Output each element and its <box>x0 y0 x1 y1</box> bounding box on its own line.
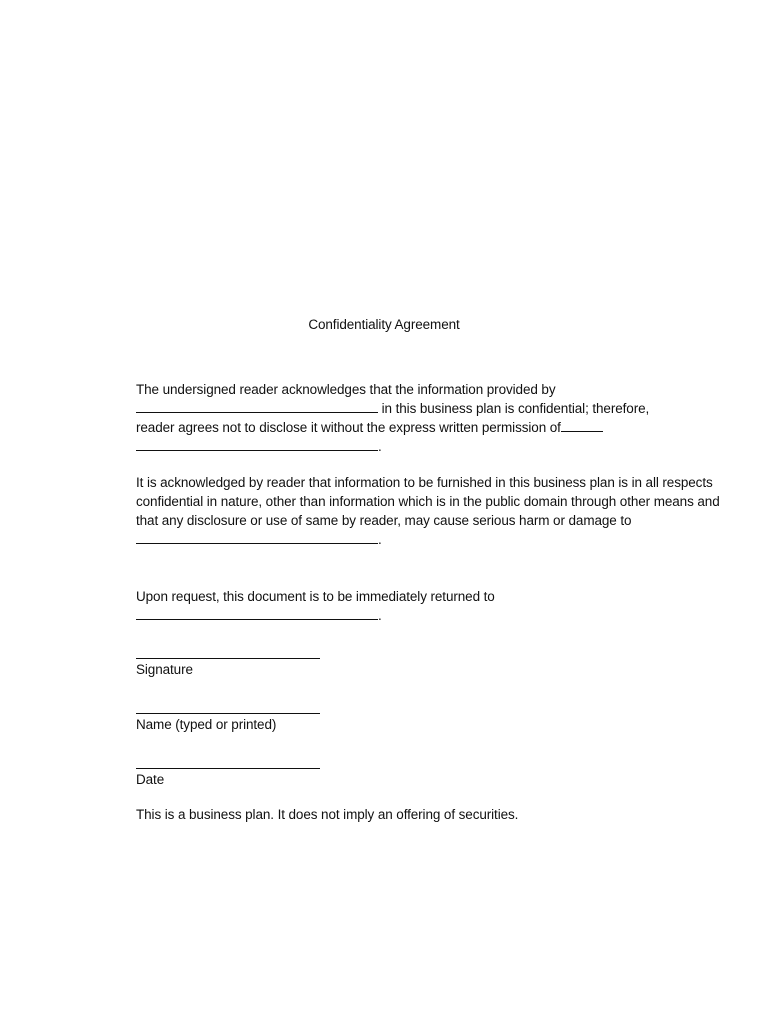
permission-name-blank-line <box>136 437 378 451</box>
provider-blank-line <box>136 399 378 413</box>
paragraph-period: . <box>378 532 382 547</box>
permission-blank-line <box>561 418 603 432</box>
date-line <box>136 768 320 769</box>
date-field <box>136 768 396 789</box>
signature-field <box>136 658 396 679</box>
paragraph-text: in this business plan is confidential; therefore, <box>378 401 650 416</box>
paragraph-text: The undersigned reader acknowledges that the information provided by <box>136 382 556 397</box>
name-field <box>136 713 396 734</box>
return-to-blank-line <box>136 606 378 620</box>
damage-party-blank-line <box>136 530 378 544</box>
paragraph-text: reader agrees not to disclose it without the express written permission of <box>136 420 561 435</box>
name-label: Name (typed or printed) <box>136 717 277 732</box>
acknowledgement-paragraph <box>136 380 726 456</box>
paragraph-text: It is acknowledged by reader that information to be furnished in this business plan is in all respects confidential in nature, other than information which is in the public domain through other means and that any disclosure or use of same by reader, may cause serious harm or damage to <box>136 475 720 528</box>
document-title: Confidentiality Agreement <box>308 317 460 332</box>
paragraph-text: Upon request, this document is to be immediately returned to <box>136 589 495 604</box>
disclaimer-text: This is a business plan. It does not imply an offering of securities. <box>136 807 519 822</box>
confidentiality-paragraph <box>136 473 726 549</box>
paragraph-period: . <box>378 439 382 454</box>
paragraph-period: . <box>378 608 382 623</box>
return-paragraph <box>136 587 726 625</box>
date-label: Date <box>136 772 165 787</box>
name-line <box>136 713 320 714</box>
signature-line <box>136 658 320 659</box>
signature-label: Signature <box>136 662 193 677</box>
